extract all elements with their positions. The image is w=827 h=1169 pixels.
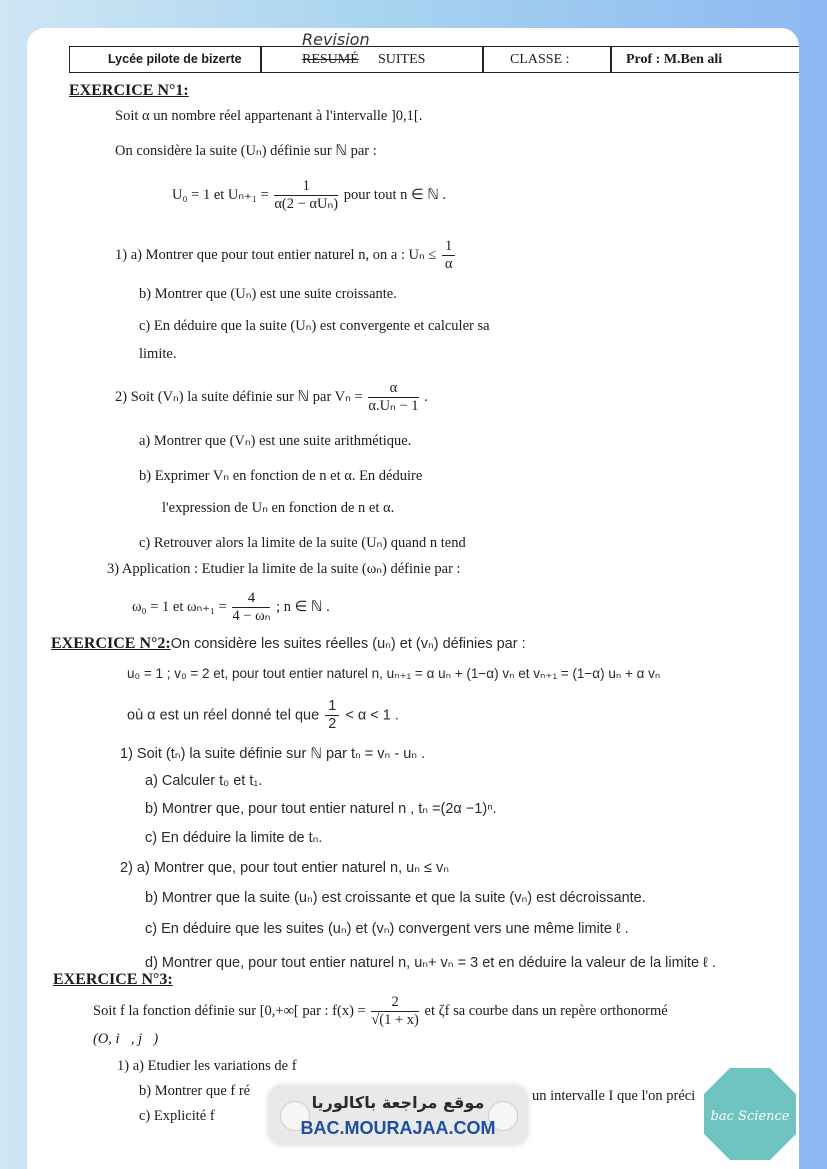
subject-title: SUITES — [378, 52, 426, 67]
ex2-q2c: c) En déduire que les suites (uₙ) et (vₙ) convergent vers une même limite ℓ . — [145, 921, 629, 937]
exercise-1-title: EXERCICE N°1: — [69, 82, 189, 99]
struck-word: RESUMÉ — [302, 52, 359, 67]
ex2-q2a: 2) a) Montrer que, pour tout entier naturel n, uₙ ≤ vₙ — [120, 860, 450, 876]
exercise-2-title: EXERCICE N°2: — [51, 635, 171, 652]
ex1-line2: On considère la suite (Uₙ) définie sur ℕ par : — [115, 143, 377, 159]
ex2-q2b: b) Montrer que la suite (uₙ) est croissante et que la suite (vₙ) est décroissante. — [145, 890, 646, 906]
logo-text: bac Science — [710, 1109, 790, 1124]
ex2-title-line — [51, 635, 526, 653]
ex2-line1: u₀ = 1 ; v₀ = 2 et, pour tout entier naturel n, uₙ₊₁ = α uₙ + (1−α) vₙ et vₙ₊₁ = (1−α) uₙ + α vₙ — [127, 666, 661, 681]
ex1-q3: 3) Application : Etudier la limite de la suite (ωₙ) définie par : — [107, 561, 461, 577]
ex1-q3-definition: ω₀ = 1 et ωₙ₊₁ = $\frac{4}{\text{4 − ωₙ}}$ ; n ∈ ℕ . — [132, 590, 330, 624]
ex2-q1b: b) Montrer que, pour tout entier naturel n , tₙ =(2α −1)ⁿ. — [145, 801, 497, 817]
ex1-q1c-cont: limite. — [139, 346, 177, 362]
ex3-q1c: c) Explicité f — [139, 1108, 215, 1124]
ex1-q1c: c) En déduire que la suite (Uₙ) est convergente et calculer sa — [139, 318, 490, 334]
ex1-q2c: c) Retrouver alors la limite de la suite (Uₙ) quand n tend — [139, 535, 466, 551]
header-table — [69, 46, 799, 73]
banner-url[interactable]: BAC.MOURAJAA.COM — [300, 1118, 496, 1138]
ex3-line1: Soit f la fonction définie sur [0,+∞[ par : f(x) = $\frac{2}{√(1 + x)}$ et ζf sa courbe dans un repère orthonormé — [93, 994, 668, 1028]
ex1-line1: Soit α un nombre réel appartenant à l'intervalle ]0,1[. — [115, 108, 423, 124]
ex3-q1b: b) Montrer que f ré — [139, 1083, 251, 1099]
class-label: CLASSE : — [510, 52, 570, 67]
fraction: $\frac{4}{\text{4 − ωₙ}}$ — [232, 590, 271, 624]
ex1-q1a: 1) a) Montrer que pour tout entier naturel n, on a : Uₙ ≤ $\frac{1}{\alpha}$ — [115, 238, 457, 273]
ex2-line2: où α est un réel donné tel que $\frac{1}{2}$ < α < 1 . — [127, 698, 399, 732]
ex2-q1: 1) Soit (tₙ) la suite définie sur ℕ par tₙ = vₙ - uₙ . — [120, 746, 426, 762]
ex1-q2b: b) Exprimer Vₙ en fonction de n et α. En déduire — [139, 468, 423, 484]
fraction: $\frac{1}{\text{α(2 − αUₙ)}}$ — [274, 178, 339, 212]
bac-science-logo — [702, 1066, 798, 1162]
ex1-definition: U₀ = 1 et Uₙ₊₁ = $\frac{1}{\text{α(2 − αUₙ)}}$ pour tout n ∈ ℕ . — [172, 178, 447, 212]
fraction: $\frac{2}{√(1 + x)}$ — [371, 994, 419, 1028]
school-name: Lycée pilote de bizerte — [108, 52, 242, 66]
banner-arabic-text: موقع مراجعة باكالوريا — [311, 1093, 485, 1112]
teacher-name: Prof : M.Ben ali — [626, 52, 723, 67]
document-page — [27, 28, 799, 1169]
ex3-q1b-end: un intervalle I que l'on préci — [532, 1088, 696, 1104]
ex2-q2d: d) Montrer que, pour tout entier naturel n, uₙ+ vₙ = 3 et en déduire la valeur de la limite ℓ . — [145, 955, 716, 971]
fraction: $\frac{\alpha}{\text{α.Uₙ − 1}}$ — [368, 380, 419, 414]
fraction: $\frac{1}{\alpha}$ — [442, 238, 455, 273]
ex2-q1a: a) Calculer t₀ et t₁. — [145, 773, 263, 789]
ex3-q1a: 1) a) Etudier les variations de f — [117, 1058, 297, 1074]
ex1-q2b-cont: l'expression de Uₙ en fonction de n et α. — [162, 500, 395, 516]
ex2-intro: On considère les suites réelles (uₙ) et (vₙ) définies par : — [170, 636, 526, 652]
fraction: $\frac{1}{2}$ — [325, 698, 339, 733]
ex1-q2: 2) Soit (Vₙ) la suite définie sur ℕ par Vₙ = $\frac{\alpha}{\text{α.Uₙ − 1}}$ . — [115, 380, 428, 414]
ex2-q1c: c) En déduire la limite de tₙ. — [145, 830, 323, 846]
ex1-q2a: a) Montrer que (Vₙ) est une suite arithmétique. — [139, 433, 412, 449]
ex3-frame: (O, i⃗, j⃗) — [93, 1031, 159, 1047]
exercise-3-title: EXERCICE N°3: — [53, 971, 173, 988]
site-banner[interactable] — [268, 1085, 528, 1145]
ex1-q1b: b) Montrer que (Uₙ) est une suite croissante. — [139, 286, 397, 302]
handwritten-revision: Revision — [302, 30, 370, 49]
